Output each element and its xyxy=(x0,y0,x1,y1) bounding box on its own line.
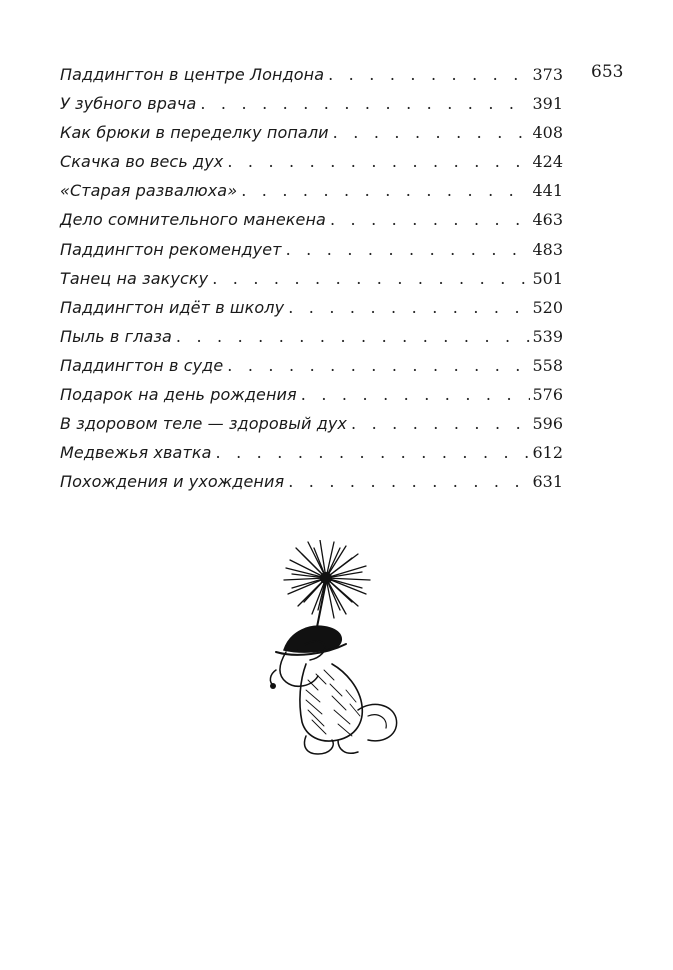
toc-entry-page: 391 xyxy=(532,94,563,114)
dot-leader xyxy=(241,176,530,205)
toc-entry-title: Паддингтон в центре Лондона xyxy=(60,65,325,84)
dot-leader xyxy=(288,293,530,322)
toc-entry-page: 441 xyxy=(532,181,563,201)
toc-entry[interactable] xyxy=(60,467,563,496)
dot-leader xyxy=(227,147,530,176)
toc-entry-page: 539 xyxy=(532,326,563,346)
toc-entry-page: 424 xyxy=(532,152,563,172)
dot-leader xyxy=(351,409,530,438)
dot-leader xyxy=(216,438,531,467)
dot-leader xyxy=(328,60,530,89)
dot-leader xyxy=(330,205,530,234)
bear-illustration xyxy=(246,540,416,760)
dot-leader xyxy=(288,467,530,496)
bear-with-chimney-brush-icon xyxy=(246,540,416,760)
dot-leader xyxy=(301,380,531,409)
toc-entry-title: Как брюки в переделку попали xyxy=(60,123,329,143)
dot-leader xyxy=(176,322,531,351)
toc-entry-title: В здоровом теле — здоровый дух xyxy=(60,414,347,434)
dot-leader xyxy=(212,264,530,293)
toc-entry[interactable] xyxy=(60,293,563,322)
toc-entry-page: 596 xyxy=(532,414,563,434)
toc-entry-page: 501 xyxy=(532,268,563,288)
toc-entry[interactable] xyxy=(60,322,563,351)
toc-entry[interactable] xyxy=(60,89,563,118)
toc-entry-page: 408 xyxy=(532,123,563,143)
page-number: 653 xyxy=(591,62,624,82)
toc-entry-title: Паддингтон идёт в школу xyxy=(60,297,285,317)
toc-entry[interactable] xyxy=(60,118,563,147)
toc-entry[interactable] xyxy=(60,264,563,293)
toc-entry[interactable] xyxy=(60,147,563,176)
dot-leader xyxy=(227,351,530,380)
toc-entry[interactable] xyxy=(60,235,563,264)
toc-entry-title: Похождения и ухождения xyxy=(60,472,285,492)
toc-entry[interactable] xyxy=(60,60,563,89)
dot-leader xyxy=(333,118,531,147)
toc-entry-title: Паддингтон рекомендует xyxy=(60,239,282,259)
toc-entry-page: 373 xyxy=(532,65,563,84)
toc-entry[interactable] xyxy=(60,176,563,205)
toc-entry-title: Пыль в глаза xyxy=(60,326,172,346)
toc-entry[interactable] xyxy=(60,438,563,467)
toc-entry-title: Паддингтон в суде xyxy=(60,355,224,375)
toc-entry-page: 520 xyxy=(532,297,563,317)
toc-entry-page: 558 xyxy=(532,355,563,375)
toc-entry-title: «Старая развалюха» xyxy=(60,181,238,201)
toc-entry[interactable] xyxy=(60,351,563,380)
dot-leader xyxy=(286,235,531,264)
toc-entry-page: 631 xyxy=(532,472,563,492)
toc-entry[interactable] xyxy=(60,380,563,409)
dot-leader xyxy=(200,89,530,118)
toc-entry-title: Подарок на день рождения xyxy=(60,385,297,405)
toc-entry-page: 612 xyxy=(532,443,563,463)
toc-entry-title: У зубного врача xyxy=(60,94,197,114)
toc-entry-page: 483 xyxy=(532,239,563,259)
toc-entry-page: 463 xyxy=(532,210,563,230)
toc-entry-page: 576 xyxy=(532,385,563,405)
toc-entry-title: Дело сомнительного манекена xyxy=(60,210,326,230)
toc-entry-title: Медвежья хватка xyxy=(60,443,212,463)
toc-entry-title: Танец на закуску xyxy=(60,268,209,288)
toc-entry[interactable] xyxy=(60,409,563,438)
table-of-contents xyxy=(60,60,563,496)
toc-entry-title: Скачка во весь дух xyxy=(60,152,224,172)
toc-entry[interactable] xyxy=(60,205,563,234)
